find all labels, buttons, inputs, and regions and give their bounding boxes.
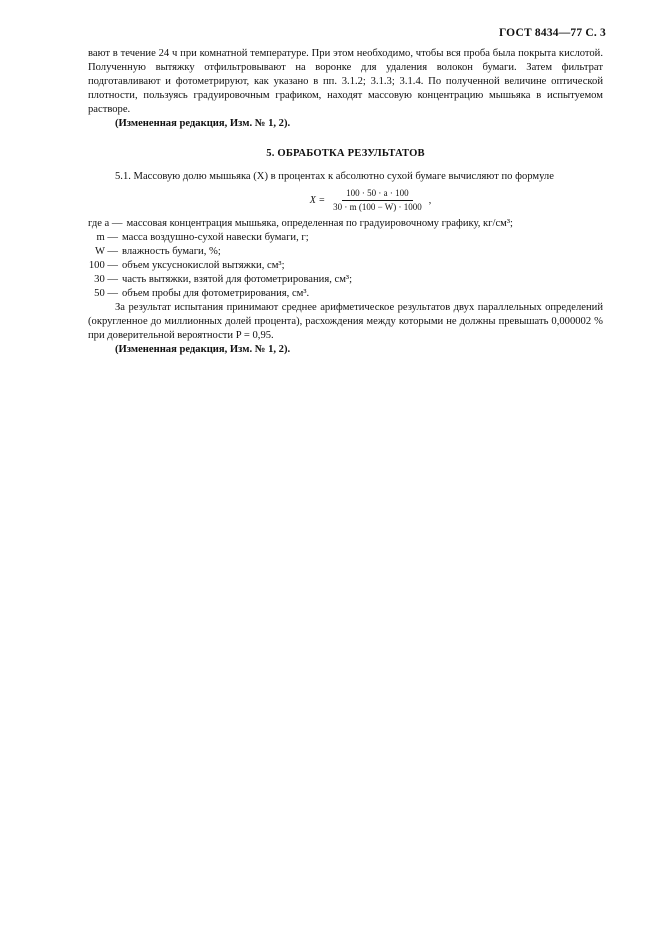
definition-item	[88, 287, 603, 301]
definition-item	[88, 245, 603, 259]
page-header: ГОСТ 8434—77 С. 3	[498, 27, 606, 39]
formula-trail: ,	[428, 194, 432, 206]
definition-text: массовая концентрация мышьяка, определенная по градуировочному графику, кг/см³;	[126, 218, 513, 229]
formula	[138, 188, 603, 213]
definition-key: 50 —	[94, 288, 118, 299]
definitions-list	[88, 217, 603, 301]
clause-5-1: 5.1. Массовую долю мышьяка (X) в процентах к абсолютно сухой бумаге вычисляют по формуле	[115, 171, 554, 182]
definition-item	[88, 259, 603, 273]
definition-text: объем пробы для фотометрирования, см³.	[122, 288, 310, 299]
formula-numerator: 100 · 50 · a · 100	[342, 188, 413, 201]
definition-item	[88, 231, 603, 245]
definition-key: W —	[94, 246, 118, 257]
formula-fraction	[329, 188, 426, 213]
page-body	[88, 47, 603, 357]
intro-paragraph: вают в течение 24 ч при комнатной температуре. При этом необходимо, чтобы вся проба была покрыта кислотой. Полученную вытяжку отфильтровывают на воронке для удаления волокон бумаги. Затем фильтрат подготавливают и фотометрируют, как указано в пп. 3.1.2; 3.1.3; 3.1.4. По полученной величине оптической плотности, пользуясь градуировочным графиком, находят массовую концентрацию мышьяка в испытуемом растворе.	[88, 48, 603, 115]
definition-text: влажность бумаги, %;	[122, 246, 221, 257]
definition-item	[88, 217, 603, 231]
revision-note: (Измененная редакция, Изм. № 1, 2).	[115, 344, 291, 355]
definition-key: 30 —	[94, 274, 118, 285]
definition-text: масса воздушно-сухой навески бумаги, г;	[122, 232, 309, 243]
definition-key: где a —	[88, 218, 123, 229]
definition-text: часть вытяжки, взятой для фотометрирования, см³;	[122, 274, 353, 285]
formula-lhs: X =	[309, 194, 326, 206]
formula-denominator: 30 · m (100 − W) · 1000	[333, 202, 422, 212]
revision-note: (Измененная редакция, Изм. № 1, 2).	[115, 118, 291, 129]
definition-text: объем уксуснокислой вытяжки, см³;	[122, 260, 285, 271]
definition-item	[88, 273, 603, 287]
definition-key: 100 —	[88, 260, 118, 271]
section-title: 5. ОБРАБОТКА РЕЗУЛЬТАТОВ	[266, 148, 425, 159]
definition-key: m —	[96, 232, 118, 243]
result-paragraph: За результат испытания принимают среднее арифметическое результатов двух параллельных определений (округленное до миллионных долей процента), расхождения между которыми не должны превышать 0,000002 % при доверительной вероятности P = 0,95.	[88, 302, 603, 341]
